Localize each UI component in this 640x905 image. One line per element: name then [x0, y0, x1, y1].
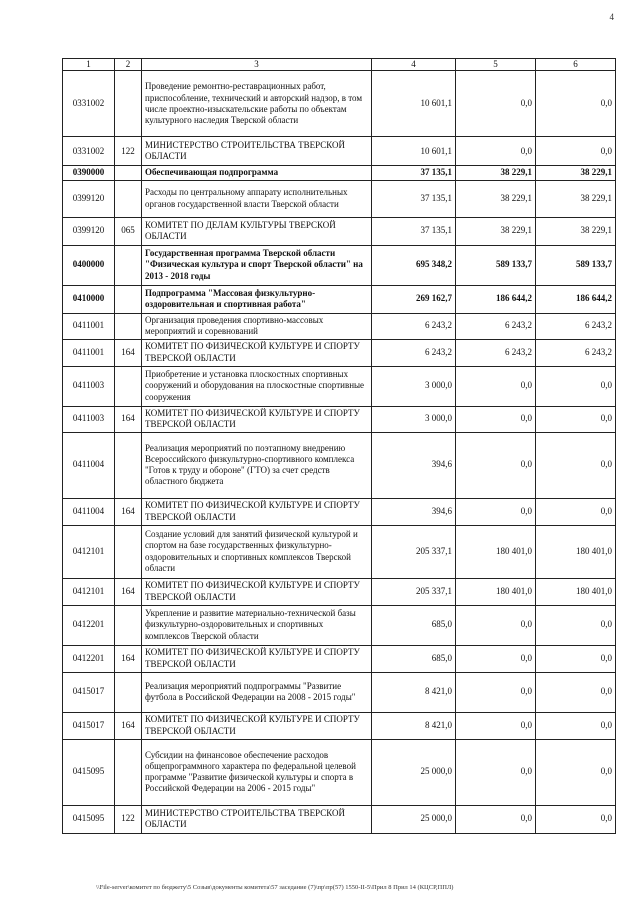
- cell-department: [115, 366, 142, 406]
- cell-amount-col4: 37 135,1: [372, 217, 456, 245]
- cell-amount-col4: 685,0: [372, 605, 456, 645]
- cell-department: [115, 313, 142, 339]
- header-cell: 2: [115, 59, 142, 71]
- cell-amount-col6: 0,0: [536, 71, 616, 137]
- cell-amount-col6: 0,0: [536, 406, 616, 432]
- header-cell: 4: [372, 59, 456, 71]
- cell-amount-col4: 25 000,0: [372, 739, 456, 805]
- cell-amount-col6: 0,0: [536, 645, 616, 672]
- budget-table: [62, 58, 616, 834]
- cell-amount-col5: 0,0: [456, 605, 536, 645]
- cell-name: Расходы по центральному аппарату исполнительных органов государственной власти Тверской области: [142, 180, 372, 217]
- cell-amount-col5: 0,0: [456, 805, 536, 833]
- table-row: [63, 217, 616, 245]
- cell-amount-col4: 205 337,1: [372, 578, 456, 605]
- cell-amount-col4: 10 601,1: [372, 137, 456, 166]
- cell-amount-col4: 6 243,2: [372, 339, 456, 366]
- cell-amount-col5: 0,0: [456, 137, 536, 166]
- cell-amount-col5: 186 644,2: [456, 285, 536, 313]
- cell-amount-col5: 0,0: [456, 739, 536, 805]
- cell-name: Реализация мероприятий по поэтапному внедрению Всероссийского физкультурно-спортивного комплекса "Готов к труду и обороне" (ГТО) за счет средств областного бюджета: [142, 432, 372, 498]
- cell-code: 0411004: [63, 432, 115, 498]
- cell-name: КОМИТЕТ ПО ФИЗИЧЕСКОЙ КУЛЬТУРЕ И СПОРТУ ТВЕРСКОЙ ОБЛАСТИ: [142, 578, 372, 605]
- cell-amount-col6: 0,0: [536, 805, 616, 833]
- table-row: [63, 605, 616, 645]
- cell-code: 0390000: [63, 166, 115, 180]
- cell-department: 164: [115, 498, 142, 525]
- cell-code: 0411001: [63, 313, 115, 339]
- header-cell: 3: [142, 59, 372, 71]
- cell-department: 164: [115, 645, 142, 672]
- cell-amount-col4: 205 337,1: [372, 525, 456, 578]
- cell-amount-col6: 6 243,2: [536, 313, 616, 339]
- cell-code: 0331002: [63, 137, 115, 166]
- cell-name: Организация проведения спортивно-массовых мероприятий и соревнований: [142, 313, 372, 339]
- cell-amount-col5: 589 133,7: [456, 245, 536, 285]
- cell-amount-col6: 589 133,7: [536, 245, 616, 285]
- table-row: [63, 712, 616, 739]
- cell-department: [115, 739, 142, 805]
- cell-department: [115, 525, 142, 578]
- cell-code: 0412101: [63, 578, 115, 605]
- cell-amount-col6: 38 229,1: [536, 180, 616, 217]
- cell-amount-col5: 0,0: [456, 71, 536, 137]
- cell-code: 0399120: [63, 180, 115, 217]
- cell-name: Укрепление и развитие материально-технической базы физкультурно-оздоровительных и спортивных комплексов Тверской области: [142, 605, 372, 645]
- cell-amount-col6: 6 243,2: [536, 339, 616, 366]
- cell-amount-col4: 10 601,1: [372, 71, 456, 137]
- cell-code: 0411001: [63, 339, 115, 366]
- cell-name: Приобретение и установка плоскостных спортивных сооружений и оборудования на плоскостные спортивные сооружения: [142, 366, 372, 406]
- cell-amount-col6: 0,0: [536, 605, 616, 645]
- cell-name: Подпрограмма "Массовая физкультурно-оздоровительная и спортивная работа": [142, 285, 372, 313]
- table-row: [63, 645, 616, 672]
- cell-code: 0400000: [63, 245, 115, 285]
- cell-amount-col6: 0,0: [536, 366, 616, 406]
- cell-department: [115, 245, 142, 285]
- cell-code: 0415017: [63, 672, 115, 712]
- table-row: [63, 525, 616, 578]
- cell-department: [115, 71, 142, 137]
- cell-code: 0411004: [63, 498, 115, 525]
- cell-department: 164: [115, 578, 142, 605]
- cell-code: 0411003: [63, 366, 115, 406]
- cell-amount-col6: 0,0: [536, 739, 616, 805]
- table-row: [63, 578, 616, 605]
- cell-amount-col4: 6 243,2: [372, 313, 456, 339]
- cell-amount-col5: 0,0: [456, 645, 536, 672]
- cell-name: КОМИТЕТ ПО ФИЗИЧЕСКОЙ КУЛЬТУРЕ И СПОРТУ ТВЕРСКОЙ ОБЛАСТИ: [142, 645, 372, 672]
- cell-department: [115, 166, 142, 180]
- cell-amount-col6: 0,0: [536, 432, 616, 498]
- cell-amount-col5: 0,0: [456, 498, 536, 525]
- cell-amount-col4: 25 000,0: [372, 805, 456, 833]
- cell-code: 0331002: [63, 71, 115, 137]
- cell-name: КОМИТЕТ ПО ФИЗИЧЕСКОЙ КУЛЬТУРЕ И СПОРТУ ТВЕРСКОЙ ОБЛАСТИ: [142, 498, 372, 525]
- header-cell: 1: [63, 59, 115, 71]
- cell-amount-col4: 394,6: [372, 498, 456, 525]
- cell-amount-col6: 180 401,0: [536, 578, 616, 605]
- cell-amount-col4: 37 135,1: [372, 166, 456, 180]
- cell-name: КОМИТЕТ ПО ФИЗИЧЕСКОЙ КУЛЬТУРЕ И СПОРТУ ТВЕРСКОЙ ОБЛАСТИ: [142, 712, 372, 739]
- table-row: [63, 339, 616, 366]
- cell-department: [115, 605, 142, 645]
- table-row: [63, 137, 616, 166]
- cell-code: 0415095: [63, 739, 115, 805]
- cell-amount-col6: 186 644,2: [536, 285, 616, 313]
- table-row: [63, 805, 616, 833]
- cell-department: [115, 180, 142, 217]
- cell-amount-col6: 0,0: [536, 498, 616, 525]
- cell-amount-col4: 269 162,7: [372, 285, 456, 313]
- cell-name: КОМИТЕТ ПО ФИЗИЧЕСКОЙ КУЛЬТУРЕ И СПОРТУ ТВЕРСКОЙ ОБЛАСТИ: [142, 406, 372, 432]
- cell-amount-col4: 8 421,0: [372, 672, 456, 712]
- cell-code: 0411003: [63, 406, 115, 432]
- cell-amount-col5: 0,0: [456, 712, 536, 739]
- cell-amount-col5: 6 243,2: [456, 313, 536, 339]
- table-row: [63, 180, 616, 217]
- cell-department: [115, 285, 142, 313]
- cell-code: 0410000: [63, 285, 115, 313]
- cell-amount-col6: 38 229,1: [536, 217, 616, 245]
- cell-amount-col6: 0,0: [536, 712, 616, 739]
- cell-department: 122: [115, 137, 142, 166]
- cell-name: Создание условий для занятий физической культурой и спортом на базе государственных физкультурно-оздоровительных и спортивных комплексов Тверской области: [142, 525, 372, 578]
- cell-name: КОМИТЕТ ПО ФИЗИЧЕСКОЙ КУЛЬТУРЕ И СПОРТУ ТВЕРСКОЙ ОБЛАСТИ: [142, 339, 372, 366]
- cell-department: [115, 672, 142, 712]
- cell-amount-col4: 685,0: [372, 645, 456, 672]
- cell-department: 065: [115, 217, 142, 245]
- table-row: [63, 366, 616, 406]
- cell-code: 0415095: [63, 805, 115, 833]
- cell-amount-col5: 180 401,0: [456, 578, 536, 605]
- cell-name: КОМИТЕТ ПО ДЕЛАМ КУЛЬТУРЫ ТВЕРСКОЙ ОБЛАСТИ: [142, 217, 372, 245]
- page-number: 4: [609, 12, 614, 22]
- cell-department: 122: [115, 805, 142, 833]
- table-row: [63, 245, 616, 285]
- cell-amount-col5: 180 401,0: [456, 525, 536, 578]
- cell-name: Обеспечивающая подпрограмма: [142, 166, 372, 180]
- cell-amount-col4: 3 000,0: [372, 366, 456, 406]
- cell-department: [115, 432, 142, 498]
- cell-amount-col5: 38 229,1: [456, 166, 536, 180]
- table-row: [63, 313, 616, 339]
- cell-code: 0412201: [63, 645, 115, 672]
- table-row: [63, 166, 616, 180]
- cell-name: МИНИСТЕРСТВО СТРОИТЕЛЬСТВА ТВЕРСКОЙ ОБЛАСТИ: [142, 805, 372, 833]
- table-row: [63, 498, 616, 525]
- cell-amount-col5: 0,0: [456, 432, 536, 498]
- table-row: [63, 406, 616, 432]
- cell-code: 0412201: [63, 605, 115, 645]
- cell-code: 0399120: [63, 217, 115, 245]
- cell-code: 0415017: [63, 712, 115, 739]
- cell-amount-col4: 3 000,0: [372, 406, 456, 432]
- cell-amount-col4: 37 135,1: [372, 180, 456, 217]
- cell-amount-col5: 0,0: [456, 406, 536, 432]
- header-cell: 6: [536, 59, 616, 71]
- cell-department: 164: [115, 339, 142, 366]
- table-row: [63, 432, 616, 498]
- cell-amount-col4: 394,6: [372, 432, 456, 498]
- cell-amount-col5: 6 243,2: [456, 339, 536, 366]
- cell-amount-col4: 695 348,2: [372, 245, 456, 285]
- cell-name: Проведение ремонтно-реставрационных работ, приспособление, технический и авторский надзор, в том числе проектно-изыскательские работы по объектам культурного наследия Тверской области: [142, 71, 372, 137]
- header-row: [63, 59, 616, 71]
- table-row: [63, 739, 616, 805]
- cell-amount-col4: 8 421,0: [372, 712, 456, 739]
- cell-amount-col6: 38 229,1: [536, 166, 616, 180]
- cell-department: 164: [115, 406, 142, 432]
- cell-amount-col5: 38 229,1: [456, 180, 536, 217]
- table-row: [63, 71, 616, 137]
- cell-code: 0412101: [63, 525, 115, 578]
- cell-amount-col6: 0,0: [536, 672, 616, 712]
- cell-department: 164: [115, 712, 142, 739]
- header-cell: 5: [456, 59, 536, 71]
- table-row: [63, 285, 616, 313]
- cell-amount-col5: 0,0: [456, 672, 536, 712]
- cell-amount-col5: 0,0: [456, 366, 536, 406]
- cell-name: Субсидии на финансовое обеспечение расходов общепрограммного характера по федеральной целевой программе "Развитие физической культуры и спорта в Российской Федерации на 2006 - 2015 годы": [142, 739, 372, 805]
- cell-name: Реализация мероприятий подпрограммы "Развитие футбола в Российской Федерации на 2008 - 2015 годы": [142, 672, 372, 712]
- table-row: [63, 672, 616, 712]
- cell-amount-col6: 180 401,0: [536, 525, 616, 578]
- file-path-footer: \\File-server\комитет по бюджету\5 Созыв\документы комитета\57 заседание (7)\пр\пр(57) 1550-II-5\Прил 8 Прил 14 (КЦСР,ППЛ): [96, 884, 454, 891]
- cell-amount-col5: 38 229,1: [456, 217, 536, 245]
- cell-amount-col6: 0,0: [536, 137, 616, 166]
- cell-name: МИНИСТЕРСТВО СТРОИТЕЛЬСТВА ТВЕРСКОЙ ОБЛАСТИ: [142, 137, 372, 166]
- cell-name: Государственная программа Тверской области "Физическая культура и спорт Тверской области" на 2013 - 2018 годы: [142, 245, 372, 285]
